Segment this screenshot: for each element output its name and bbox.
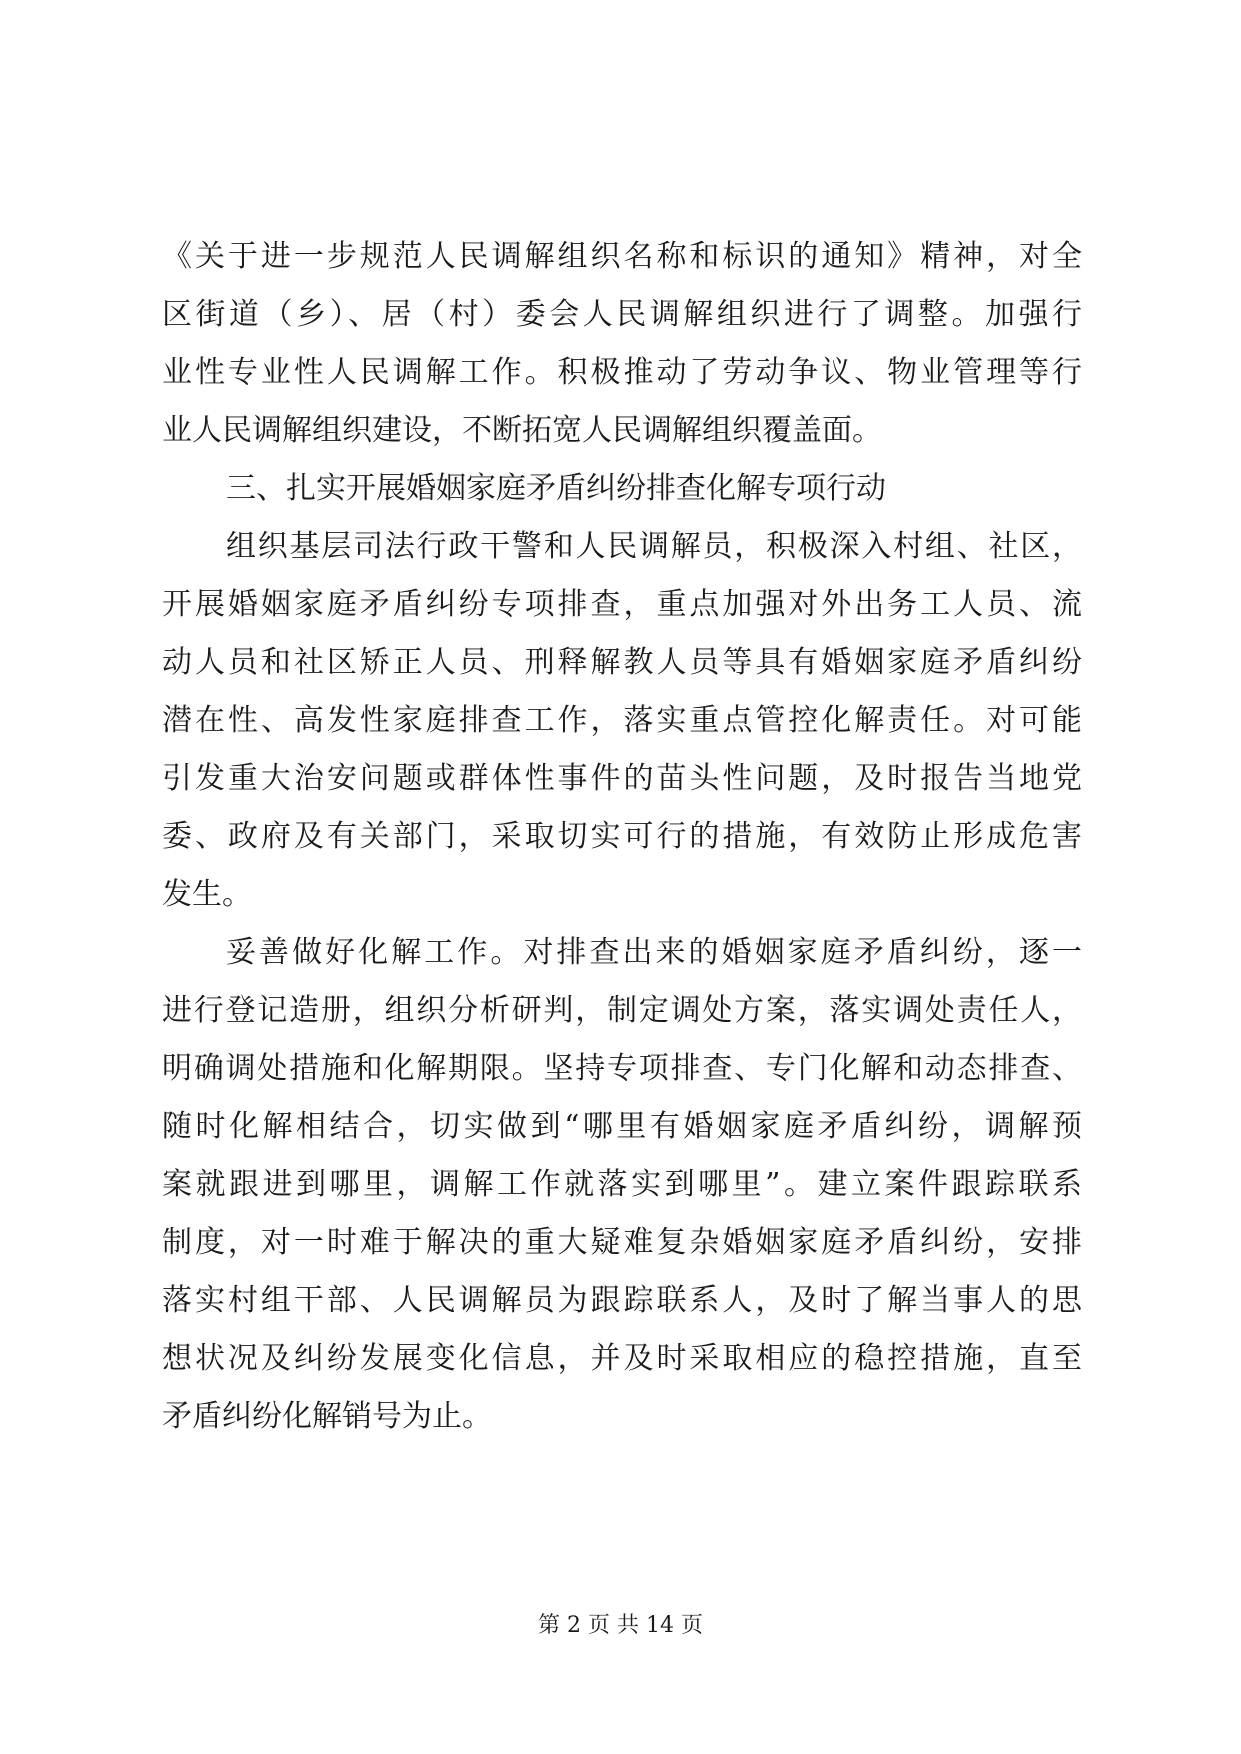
text-line: 委、政府及有关部门，采取切实可行的措施，有效防止形成危害 xyxy=(162,819,1082,854)
text-line: 随时化解相结合，切实做到“哪里有婚姻家庭矛盾纠纷，调解预 xyxy=(162,1109,1082,1144)
page-number-footer: 第 2 页 共 14 页 xyxy=(538,1613,703,1638)
text-line: 组织基层司法行政干警和人民调解员，积极深入村组、社区， xyxy=(226,529,1082,564)
text-line: 想状况及纠纷发展变化信息，并及时采取相应的稳控措施，直至 xyxy=(162,1341,1082,1376)
text-line: 业性专业性人民调解工作。积极推动了劳动争议、物业管理等行 xyxy=(162,355,1082,390)
text-line: 发生。 xyxy=(162,877,252,912)
text-line: 开展婚姻家庭矛盾纠纷专项排查，重点加强对外出务工人员、流 xyxy=(162,587,1082,622)
text-line: 妥善做好化解工作。对排查出来的婚姻家庭矛盾纠纷，逐一 xyxy=(226,935,1082,970)
text-line: 动人员和社区矫正人员、刑释解教人员等具有婚姻家庭矛盾纠纷 xyxy=(162,645,1082,680)
text-line: 进行登记造册，组织分析研判，制定调处方案，落实调处责任人， xyxy=(162,993,1082,1028)
text-line: 引发重大治安问题或群体性事件的苗头性问题，及时报告当地党 xyxy=(162,761,1082,796)
text-line: 落实村组干部、人民调解员为跟踪联系人，及时了解当事人的思 xyxy=(162,1283,1082,1318)
text-line: 潜在性、高发性家庭排查工作，落实重点管控化解责任。对可能 xyxy=(162,703,1082,738)
text-line: 案就跟进到哪里，调解工作就落实到哪里”。建立案件跟踪联系 xyxy=(162,1167,1082,1202)
text-line: 《关于进一步规范人民调解组织名称和标识的通知》精神，对全 xyxy=(162,239,1082,274)
text-line: 制度，对一时难于解决的重大疑难复杂婚姻家庭矛盾纠纷，安排 xyxy=(162,1225,1082,1260)
document-body xyxy=(162,228,1082,1446)
text-line: 区街道（乡）、居（村）委会人民调解组织进行了调整。加强行 xyxy=(162,297,1082,332)
text-line: 业人民调解组织建设，不断拓宽人民调解组织覆盖面。 xyxy=(162,413,882,448)
section-heading: 三、扎实开展婚姻家庭矛盾纠纷排查化解专项行动 xyxy=(226,471,886,506)
text-line: 明确调处措施和化解期限。坚持专项排查、专门化解和动态排查、 xyxy=(162,1051,1082,1086)
text-line: 矛盾纠纷化解销号为止。 xyxy=(162,1399,492,1434)
